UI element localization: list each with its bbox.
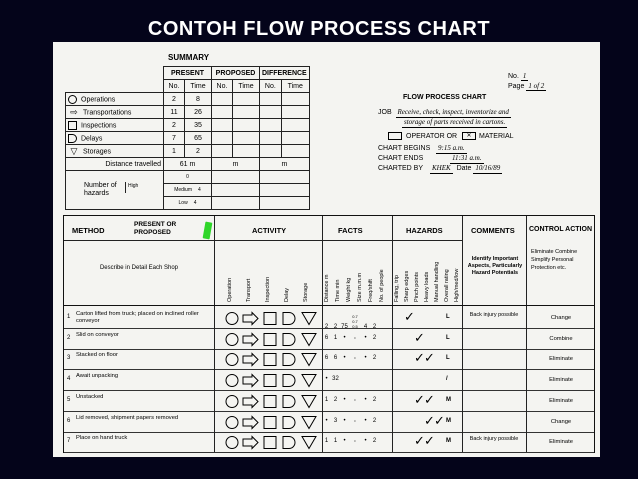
row-facts: 2 2 750.7 0.7 0.5 4 2 [324,314,377,330]
table-row [64,432,594,453]
activity-symbols [224,435,319,450]
facts-col: No. of people [379,269,385,302]
table-row [64,412,594,433]
sub-header: No. [260,80,282,93]
row-number: 3 [67,355,71,362]
row-facts: 6 6 • • • 2 [324,355,377,362]
column-divider [462,306,463,452]
row-facts: • 32 [325,376,339,383]
row-number: 2 [67,334,71,341]
activity-symbols [224,311,319,326]
inspection-square-icon [68,121,77,130]
describe-label: Describe in Detail Each Shop [99,265,179,271]
column-divider [526,306,527,452]
row-control-action: Eliminate [549,397,573,404]
summary-caption: SUMMARY [168,53,210,62]
hazard-check-icon: ✓ [414,434,425,450]
row-number: 1 [67,314,71,320]
chart-info: CHART BEGINS 9:15 a.m. CHART ENDS 11:31 a.m. CHARTED BY KHEK Date 10/16/89 [378,144,501,172]
hazard-check-icon: ✓ [424,413,435,429]
distance-row: Distance travelled 61 m m m [66,158,310,171]
hazard-row: Low 4 [66,197,310,210]
comments-hint: Identify Important Aspects, Particularly Hazard Potentials [467,256,523,276]
hazard-col: Sharp edges [404,270,410,302]
row-rating: M [446,396,451,403]
facts-col: Freq/shift [368,279,374,302]
row-rating: M [446,417,451,424]
table-row [64,308,594,329]
operator-material-line: OPERATOR OR ✕ MATERIAL [388,132,514,140]
facts-col: Distance m [324,274,330,302]
job-description: JOB Receive, check, inspect, inventorize and storage of parts received in cartons. [378,108,509,126]
storage-triangle-icon: ▽ [70,145,78,156]
hazard-col: Pinch points [414,272,420,302]
row-number: 6 [67,417,71,424]
activity-symbols [224,373,319,388]
comments-label: COMMENTS [471,226,515,235]
hazard-check-icon: ✓ [424,434,435,450]
hazard-col: Falling, trip [394,275,400,302]
activity-col-inspection: Inspection [265,276,271,302]
hazard-check-icon: ✓ [424,351,435,367]
row-control-action: Eliminate [549,439,573,446]
facts-col: Size m.m.m [357,272,363,302]
row-description: Place on hand truck [76,435,128,442]
hazard-row: Medium 4 [66,184,310,197]
summary-row: Inspections 2 35 [66,119,310,132]
activity-col-transport: Transport [246,278,252,302]
hazard-check-icon: ✓ [434,413,445,429]
operator-box-icon [388,132,402,140]
row-description: Await unpacking [76,373,119,380]
row-rating: L [446,355,450,362]
row-control-action: Eliminate [549,377,573,384]
page-number: Page 1 of 2 [508,82,545,90]
sub-header: No. [212,80,233,93]
row-rating: L [446,314,450,320]
column-divider [322,306,323,452]
activity-col-storage: Storage [303,282,309,302]
chart-number: No. 1 [508,72,527,80]
hazard-check-icon: ✓ [414,330,425,346]
activity-col-operation: Operation [227,277,233,302]
row-control-action: Change [550,418,572,425]
hazard-check-icon: ✓ [414,351,425,367]
difference-header: DIFFERENCE [260,67,310,80]
flow-process-chart-document [53,42,600,457]
facts-col: Time min [335,279,341,302]
table-row [64,391,594,412]
row-control-action: Combine [549,335,573,342]
row-facts: 1 2 • • • 2 [324,396,377,403]
row-description: Lid removed, shipment papers removed [76,414,179,421]
column-divider [214,306,215,452]
row-description: Unstacked [76,393,104,400]
row-number: 4 [67,376,71,383]
process-table [63,215,595,453]
method-label: METHOD [72,226,105,235]
table-row [64,329,594,350]
summary-row: ⇨ Transportations 11 26 [66,106,310,119]
row-number: 5 [67,396,71,403]
row-number: 7 [67,438,71,445]
hazard-col: Heavy loads [424,271,430,302]
hazard-col: Overall rating [444,269,450,302]
row-description: Carton lifted from truck; placed on inclined roller conveyor [76,311,199,324]
row-rating: / [446,376,448,383]
hazard-col: Manual handling [434,261,440,302]
activity-symbols [224,332,319,347]
hazard-check-icon: ✓ [404,310,415,325]
table-row [64,349,594,370]
control-hint: Eliminate Combine Simplify Personal Protection etc. [531,249,578,271]
row-description: Slid on conveyor [76,331,119,338]
summary-row: Delays 7 65 [66,132,310,145]
sub-header: No. [164,80,185,93]
summary-row: ▽ Storages 1 2 [66,145,310,158]
flow-chart-title: FLOW PROCESS CHART [403,94,487,101]
column-divider [392,306,393,452]
activity-label: ACTIVITY [252,226,287,235]
activity-symbols [224,415,319,430]
present-proposed-label: PRESENT OR PROPOSED [134,221,177,236]
transport-arrow-icon: ⇨ [70,106,78,117]
sub-header: Time [281,80,309,93]
present-header: PRESENT [164,67,212,80]
operation-circle-icon [68,95,77,104]
process-table-header [64,216,594,306]
activity-symbols [224,394,319,409]
row-description: Stacked on floor [76,352,118,359]
control-action-label: CONTROL ACTION [529,226,592,233]
row-control-action: Eliminate [549,356,573,363]
facts-label: FACTS [338,226,363,235]
activity-col-delay: Delay [284,287,290,302]
row-facts: 6 1 • • • 2 [324,334,377,341]
table-row [64,370,594,391]
sub-header: Time [233,80,260,93]
facts-col: Weight kg [346,277,352,302]
hazard-check-icon: ✓ [414,392,425,408]
material-box-checked-icon: ✕ [462,132,476,140]
row-comment: Back injury possible [469,312,519,318]
hazard-row: Number of hazards High 0 [66,171,310,184]
row-facts: 1 1 • • • 2 [324,438,377,445]
row-facts: • 3 • • • 2 [325,417,377,424]
row-comment: Back injury possible [469,436,519,443]
hazards-label: HAZARDS [406,226,443,235]
hazard-check-icon: ✓ [424,392,435,408]
delay-d-icon [68,134,77,143]
activity-symbols [224,352,319,367]
row-control-action: Change [550,315,572,321]
row-rating: M [446,438,451,445]
summary-row: Operations 2 8 [66,93,310,106]
hazard-col: High/med/low [454,268,460,302]
slide-title: CONTOH FLOW PROCESS CHART [147,18,491,40]
summary-table-wrap [65,66,310,210]
sub-header: Time [185,80,212,93]
summary-table [65,66,310,210]
proposed-header: PROPOSED [212,67,260,80]
row-rating: L [446,334,450,341]
